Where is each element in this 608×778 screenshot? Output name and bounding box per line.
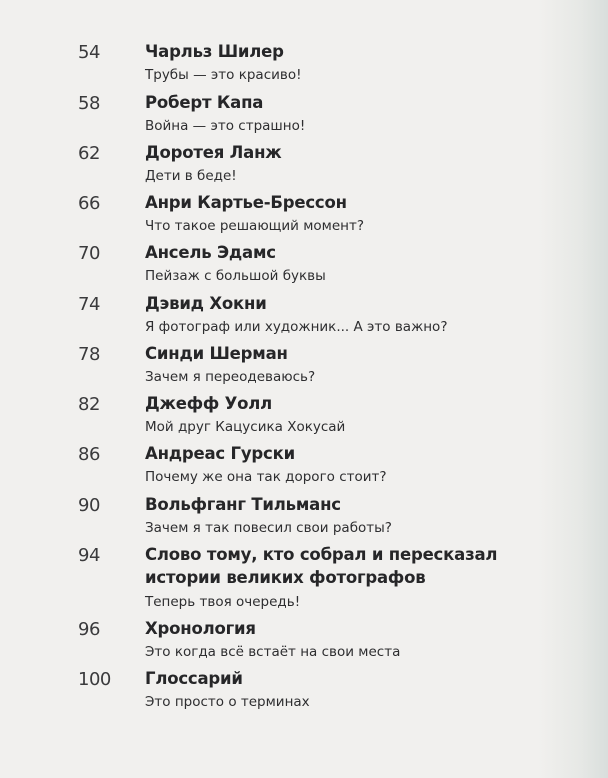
entry-subtitle: Я фотограф или художник... А это важно? xyxy=(145,319,448,335)
entry-title: Анри Картье-Брессон xyxy=(145,193,347,212)
entry-title-line-2: истории великих фотографов xyxy=(145,568,426,587)
entry-title: Дэвид Хокни xyxy=(145,294,267,313)
entry-title: Синди Шерман xyxy=(145,344,288,363)
entry-subtitle: Это когда всё встаёт на свои места xyxy=(145,644,401,660)
entry-subtitle: Мой друг Кацусика Хокусай xyxy=(145,419,346,435)
page-number: 66 xyxy=(78,193,100,214)
entry-subtitle: Теперь твоя очередь! xyxy=(145,594,301,610)
page-number: 94 xyxy=(78,545,100,566)
entry-subtitle: Дети в беде! xyxy=(145,168,237,184)
entry-subtitle: Зачем я так повесил свои работы? xyxy=(145,520,392,536)
entry-subtitle: Война — это страшно! xyxy=(145,118,306,134)
entry-subtitle: Что такое решающий момент? xyxy=(145,218,365,234)
entry-title: Вольфганг Тильманс xyxy=(145,495,341,514)
page-number: 96 xyxy=(78,619,100,640)
page-number: 74 xyxy=(78,294,100,315)
page-number: 58 xyxy=(78,93,100,114)
entry-title: Глоссарий xyxy=(145,669,243,688)
entry-subtitle: Почему же она так дорого стоит? xyxy=(145,469,387,485)
page-number: 78 xyxy=(78,344,100,365)
page-number: 90 xyxy=(78,495,100,516)
entry-title: Роберт Капа xyxy=(145,93,264,112)
entry-subtitle: Зачем я переодеваюсь? xyxy=(145,369,316,385)
entry-title: Андреас Гурски xyxy=(145,444,295,463)
page-number: 82 xyxy=(78,394,100,415)
entry-subtitle: Трубы — это красиво! xyxy=(145,67,302,83)
page-number: 100 xyxy=(78,669,111,690)
entry-title: Чарльз Шилер xyxy=(145,42,284,61)
page-number: 54 xyxy=(78,42,100,63)
entry-title: Джефф Уолл xyxy=(145,394,273,413)
entry-title: Доротея Ланж xyxy=(145,143,282,162)
page-number: 86 xyxy=(78,444,100,465)
page-number: 70 xyxy=(78,243,100,264)
entry-title-line-1: Слово тому, кто собрал и пересказал xyxy=(145,545,498,564)
entry-title: Хронология xyxy=(145,619,256,638)
entry-title: Ансель Эдамс xyxy=(145,243,276,262)
entry-subtitle: Это просто о терминах xyxy=(145,694,310,710)
entry-subtitle: Пейзаж с большой буквы xyxy=(145,268,326,284)
page-number: 62 xyxy=(78,143,100,164)
